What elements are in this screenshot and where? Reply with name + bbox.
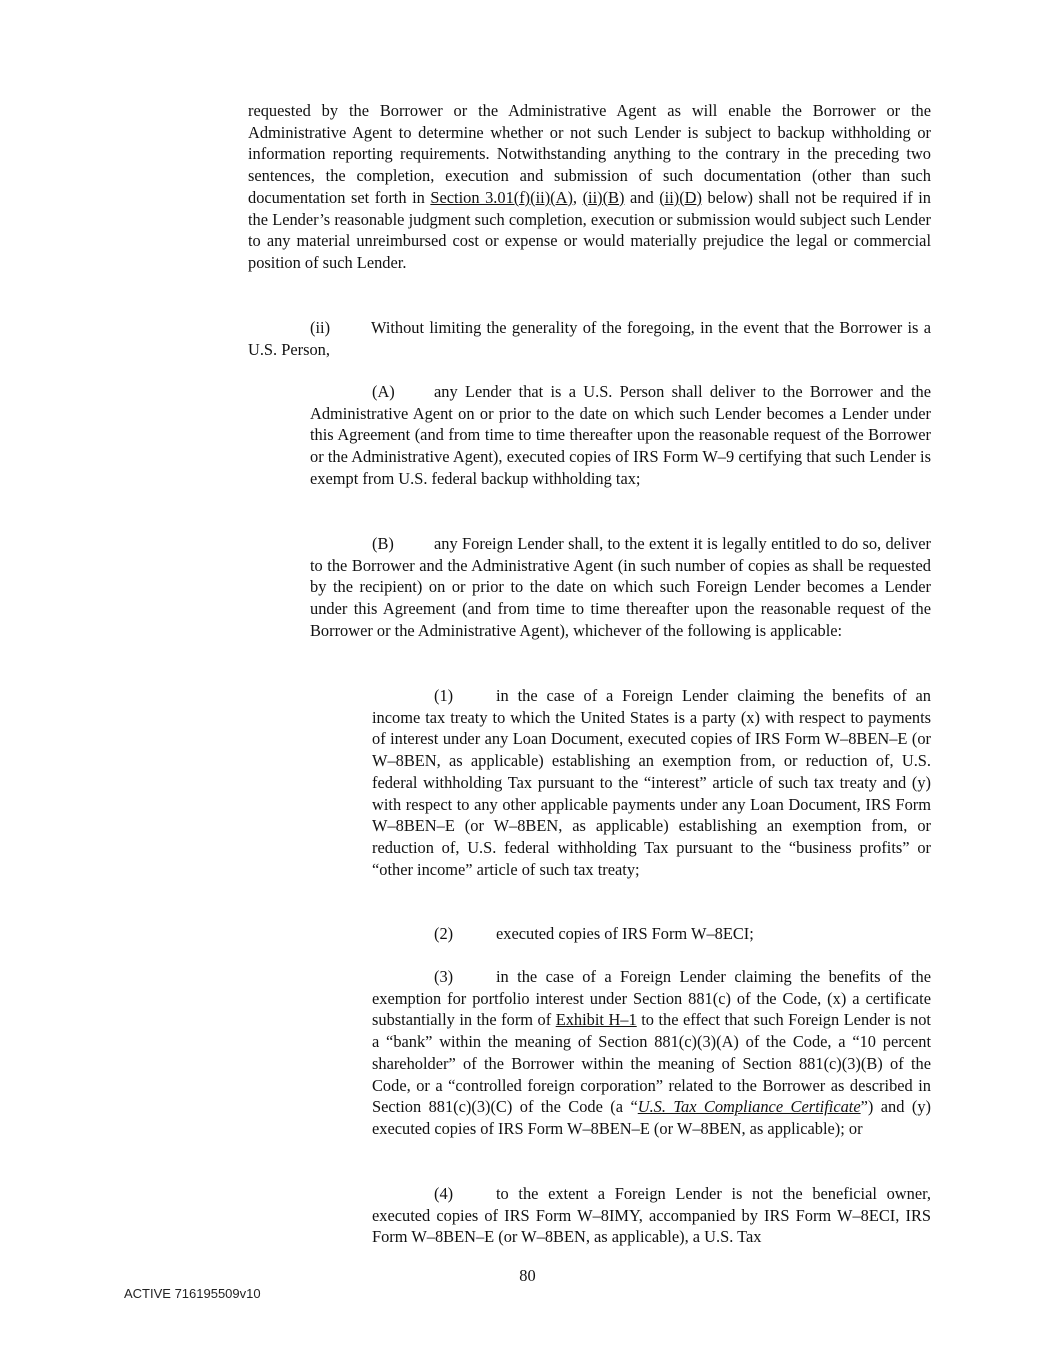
clause-3-text-3: ”) and (y) executed copies of IRS Form W–8BEN–E (or W–8BEN, as applicable); or — [372, 1097, 931, 1138]
defined-term: U.S. Tax Compliance Certificate — [637, 1097, 861, 1117]
clause-3-text-2: to the effect that such Foreign Lender is not a “bank” within the meaning of Section 881(c)(3)(A) of the Code, a “10 percent shareholder” of the Borrower within the meaning of Section 881(c)(3)(B) of the Code, or a “controlled foreign corporation” related to the Borrower as described in Section 881(c)(3)(C) of the Code (a “ — [372, 1010, 931, 1117]
clause-1-label: (1) — [434, 686, 454, 705]
intro-text-2: below) shall not be required if in the Lender’s reasonable judgment such completion, execution or submission would subject such Lender to any material unreimbursed cost or expense or would materially prejudice the legal or commercial position of such Lender. — [248, 187, 931, 272]
clause-ii-label: (ii) — [310, 318, 331, 337]
clause-b-paragraph — [310, 533, 931, 642]
clause-ii-text: Without limiting the generality of the foregoing, in the event that the Borrower is a U.S. Person, — [248, 318, 931, 359]
clause-4-text: to the extent a Foreign Lender is not the beneficial owner, executed copies of IRS Form W–8IMY, accompanied by IRS Form W–8ECI, IRS Form W–8BEN–E (or W–8BEN, as applicable), a U.S. Tax — [372, 1184, 931, 1247]
clause-a-paragraph — [310, 381, 931, 490]
intro-paragraph — [248, 100, 931, 274]
clause-3-text-1: in the case of a Foreign Lender claiming the benefits of the exemption for portfolio interest under Section 881(c) of the Code, (x) a certificate substantially in the form of — [372, 967, 931, 1030]
exhibit-reference-link: Exhibit H–1 — [555, 1010, 637, 1030]
clause-a-text: any Lender that is a U.S. Person shall deliver to the Borrower and the Administrative Agent on or prior to the date on which such Lender becomes a Lender under this Agreement (and from time to time thereafter upon the reasonable request of the Borrower or the Administrative Agent), executed copies of IRS Form W–9 certifying that such Lender is exempt from U.S. federal backup withholding tax; — [310, 382, 931, 488]
intro-separator-1: , — [572, 187, 583, 207]
document-id-footer: ACTIVE 716195509v10 — [124, 1286, 261, 1301]
clause-b-text: any Foreign Lender shall, to the extent it is legally entitled to do so, deliver to the Borrower and the Administrative Agent (in such number of copies as shall be requested by the recipient) on or prior to the date on which such Foreign Lender becomes a Lender under this Agreement (and from time to time thereafter upon the reasonable request of the Borrower or the Administrative Agent), whichever of the following is applicable: — [310, 534, 931, 640]
clause-a-label: (A) — [372, 382, 395, 401]
clause-4-paragraph — [372, 1183, 931, 1248]
clause-2-text: executed copies of IRS Form W–8ECI; — [496, 924, 754, 943]
clause-1-text: in the case of a Foreign Lender claiming the benefits of an income tax treaty to which the United States is a party (x) with respect to payments of interest under any Loan Document, executed copies of IRS Form W–8BEN–E (or W–8BEN, as applicable) establishing an exemption from, or reduction of, U.S. federal withholding Tax pursuant to the “interest” article of such tax treaty and (y) with respect to any other applicable payments under any Loan Document, IRS Form W–8BEN–E (or W–8BEN, as applicable) establishing an exemption from, or reduction of, U.S. federal withholding Tax pursuant to the “business profits” or “other income” article of such tax treaty; — [372, 686, 931, 879]
intro-separator-2: and — [624, 187, 660, 207]
clause-4-label: (4) — [434, 1184, 454, 1203]
clause-3-label: (3) — [434, 967, 454, 986]
page-number: 80 — [519, 1266, 536, 1285]
clause-2-paragraph — [372, 923, 931, 945]
clause-2-label: (2) — [434, 924, 454, 943]
section-reference-link: Section 3.01(f)(ii)(A) — [430, 187, 573, 207]
clause-b-label: (B) — [372, 534, 394, 553]
subsection-reference-d: (ii)(D) — [659, 187, 702, 207]
intro-text-1: requested by the Borrower or the Administrative Agent as will enable the Borrower or the Administrative Agent to determine whether or not such Lender is subject to backup withholding or information reporting requirements. Notwithstanding anything to the contrary in the preceding two sentences, the completion, execution and submission of such documentation (other than such documentation set forth in — [248, 101, 931, 207]
subsection-reference-b: (ii)(B) — [582, 187, 625, 207]
clause-3-paragraph — [372, 966, 931, 1140]
clause-ii-paragraph — [248, 317, 931, 360]
clause-1-paragraph — [372, 685, 931, 880]
